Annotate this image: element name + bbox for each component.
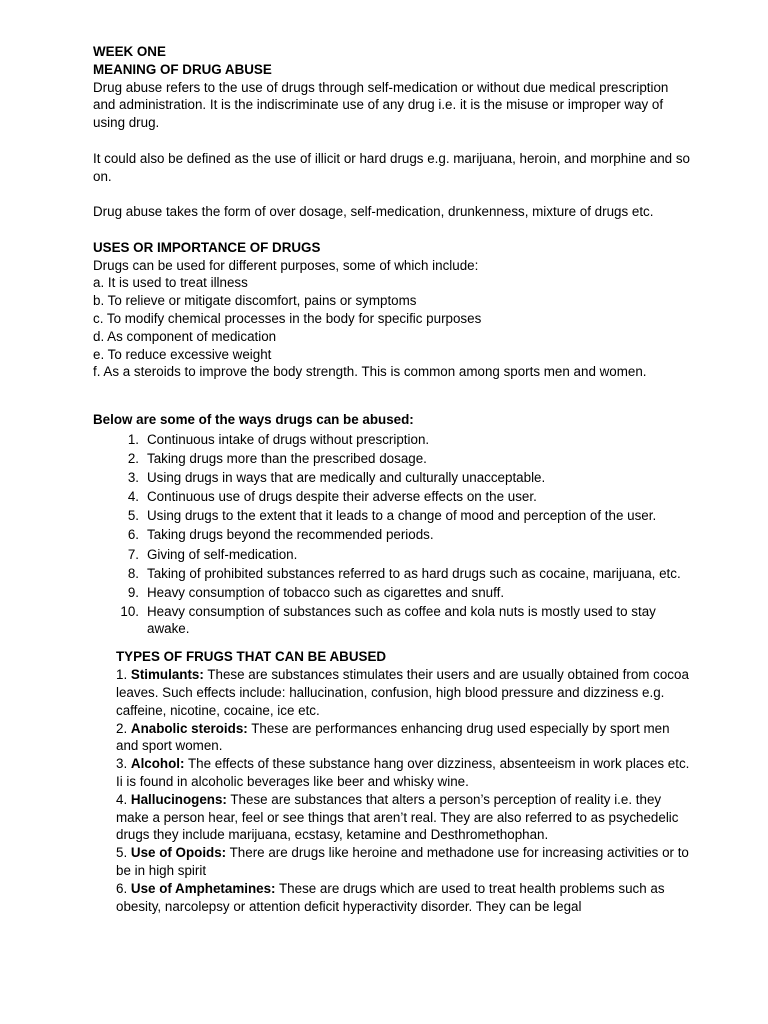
list-text: Continuous intake of drugs without prescription. (147, 431, 430, 447)
uses-item: d. As component of medication (93, 328, 277, 344)
types-number: 6. (116, 880, 128, 896)
list-number: 2. (127, 451, 139, 467)
list-text: Taking drugs more than the prescribed dosage. (147, 451, 427, 467)
uses-item: b. To relieve or mitigate discomfort, pains or symptoms (93, 293, 417, 309)
list-text: Taking of prohibited substances referred to as hard drugs such as cocaine, marijuana, etc. (147, 565, 681, 581)
list-number: 4. (127, 489, 139, 505)
types-item (116, 791, 693, 844)
types-text: These are substances that alters a person’s perception of reality i.e. they make a person hear, feel or see things that aren’t real. They are also referred to as psychedelic drugs they include marijuana, ecstasy, ketamine and Desthromethophan. (116, 791, 679, 843)
list-number: 7. (127, 546, 139, 562)
types-term: Use of Opoids: (130, 845, 227, 861)
types-number: 2. (116, 720, 128, 736)
list-item (93, 584, 693, 602)
section-heading-ways: Below are some of the ways drugs can be abused: (93, 412, 414, 428)
types-term: Hallucinogens: (130, 791, 227, 807)
types-item (116, 755, 693, 791)
meaning-paragraph-1: Drug abuse refers to the use of drugs through self-medication or without due medical prescription and administration. It is the indiscriminate use of any drug i.e. it is the misuse or improper way of using drug. (93, 79, 669, 131)
types-number: 1. (116, 667, 128, 683)
list-item (93, 565, 693, 583)
types-term: Anabolic steroids: (130, 720, 248, 736)
list-number: 6. (127, 527, 139, 543)
list-number: 9. (127, 584, 139, 600)
uses-item: a. It is used to treat illness (93, 275, 248, 291)
uses-item: f. As a steroids to improve the body strength. This is common among sports men and women. (93, 364, 647, 380)
uses-intro: Drugs can be used for different purposes, some of which include: (93, 257, 479, 273)
document-body (93, 43, 693, 915)
list-item (93, 431, 693, 449)
types-number: 5. (116, 845, 128, 861)
list-item (93, 469, 693, 487)
list-item (93, 450, 693, 468)
types-term: Use of Amphetamines: (130, 880, 276, 896)
list-item (93, 507, 693, 525)
types-text: There are drugs like heroine and methadone use for increasing activities or to be in high spirit (116, 845, 689, 879)
list-text: Using drugs in ways that are medically and culturally unacceptable. (147, 470, 546, 486)
types-text: The effects of these substance hang over dizziness, absenteeism in work places etc. Ii is found in alcoholic beverages like beer and whisky wine. (116, 756, 690, 790)
section-heading-uses: USES OR IMPORTANCE OF DRUGS (93, 239, 321, 255)
uses-item: e. To reduce excessive weight (93, 346, 272, 362)
list-number: 1. (127, 431, 139, 447)
list-text: Continuous use of drugs despite their adverse effects on the user. (147, 489, 537, 505)
section-heading-types: TYPES OF FRUGS THAT CAN BE ABUSED (116, 649, 387, 665)
list-text: Heavy consumption of tobacco such as cigarettes and snuff. (147, 584, 505, 600)
types-term: Stimulants: (130, 667, 204, 683)
list-number: 10. (120, 603, 139, 619)
list-text: Giving of self-medication. (147, 546, 298, 562)
list-text: Heavy consumption of substances such as coffee and kola nuts is mostly used to stay awake. (147, 603, 656, 637)
types-item (116, 720, 693, 756)
meaning-paragraph-2: It could also be defined as the use of illicit or hard drugs e.g. marijuana, heroin, and morphine and so on. (93, 150, 690, 184)
section-heading-meaning: MEANING OF DRUG ABUSE (93, 61, 272, 77)
list-item (93, 526, 693, 544)
ways-list (93, 431, 693, 638)
week-label: WEEK ONE (93, 44, 166, 59)
types-item (116, 666, 693, 719)
list-text: Using drugs to the extent that it leads to a change of mood and perception of the user. (147, 508, 657, 524)
types-item (116, 880, 693, 916)
types-text: These are performances enhancing drug used especially by sport men and sport women. (116, 720, 670, 754)
list-item (93, 603, 693, 638)
list-item (93, 488, 693, 506)
list-number: 3. (127, 470, 139, 486)
types-text: These are substances stimulates their users and are usually obtained from cocoa leaves. Such effects include: hallucination, confusion, high blood pressure and dizziness e.g. caffeine, nicotine, cocaine, ice etc. (116, 667, 689, 718)
types-item (116, 844, 693, 880)
list-number: 8. (127, 565, 139, 581)
types-number: 4. (116, 791, 128, 807)
meaning-paragraph-3: Drug abuse takes the form of over dosage, self-medication, drunkenness, mixture of drugs etc. (93, 204, 654, 220)
types-number: 3. (116, 756, 128, 772)
list-number: 5. (127, 508, 139, 524)
types-section (116, 648, 693, 915)
list-text: Taking drugs beyond the recommended periods. (147, 527, 434, 543)
uses-item: c. To modify chemical processes in the body for specific purposes (93, 310, 482, 326)
types-term: Alcohol: (130, 756, 185, 772)
types-text: These are drugs which are used to treat health problems such as obesity, narcolepsy or attention deficit hyperactivity disorder. They can be legal (116, 880, 665, 914)
list-item (93, 546, 693, 564)
